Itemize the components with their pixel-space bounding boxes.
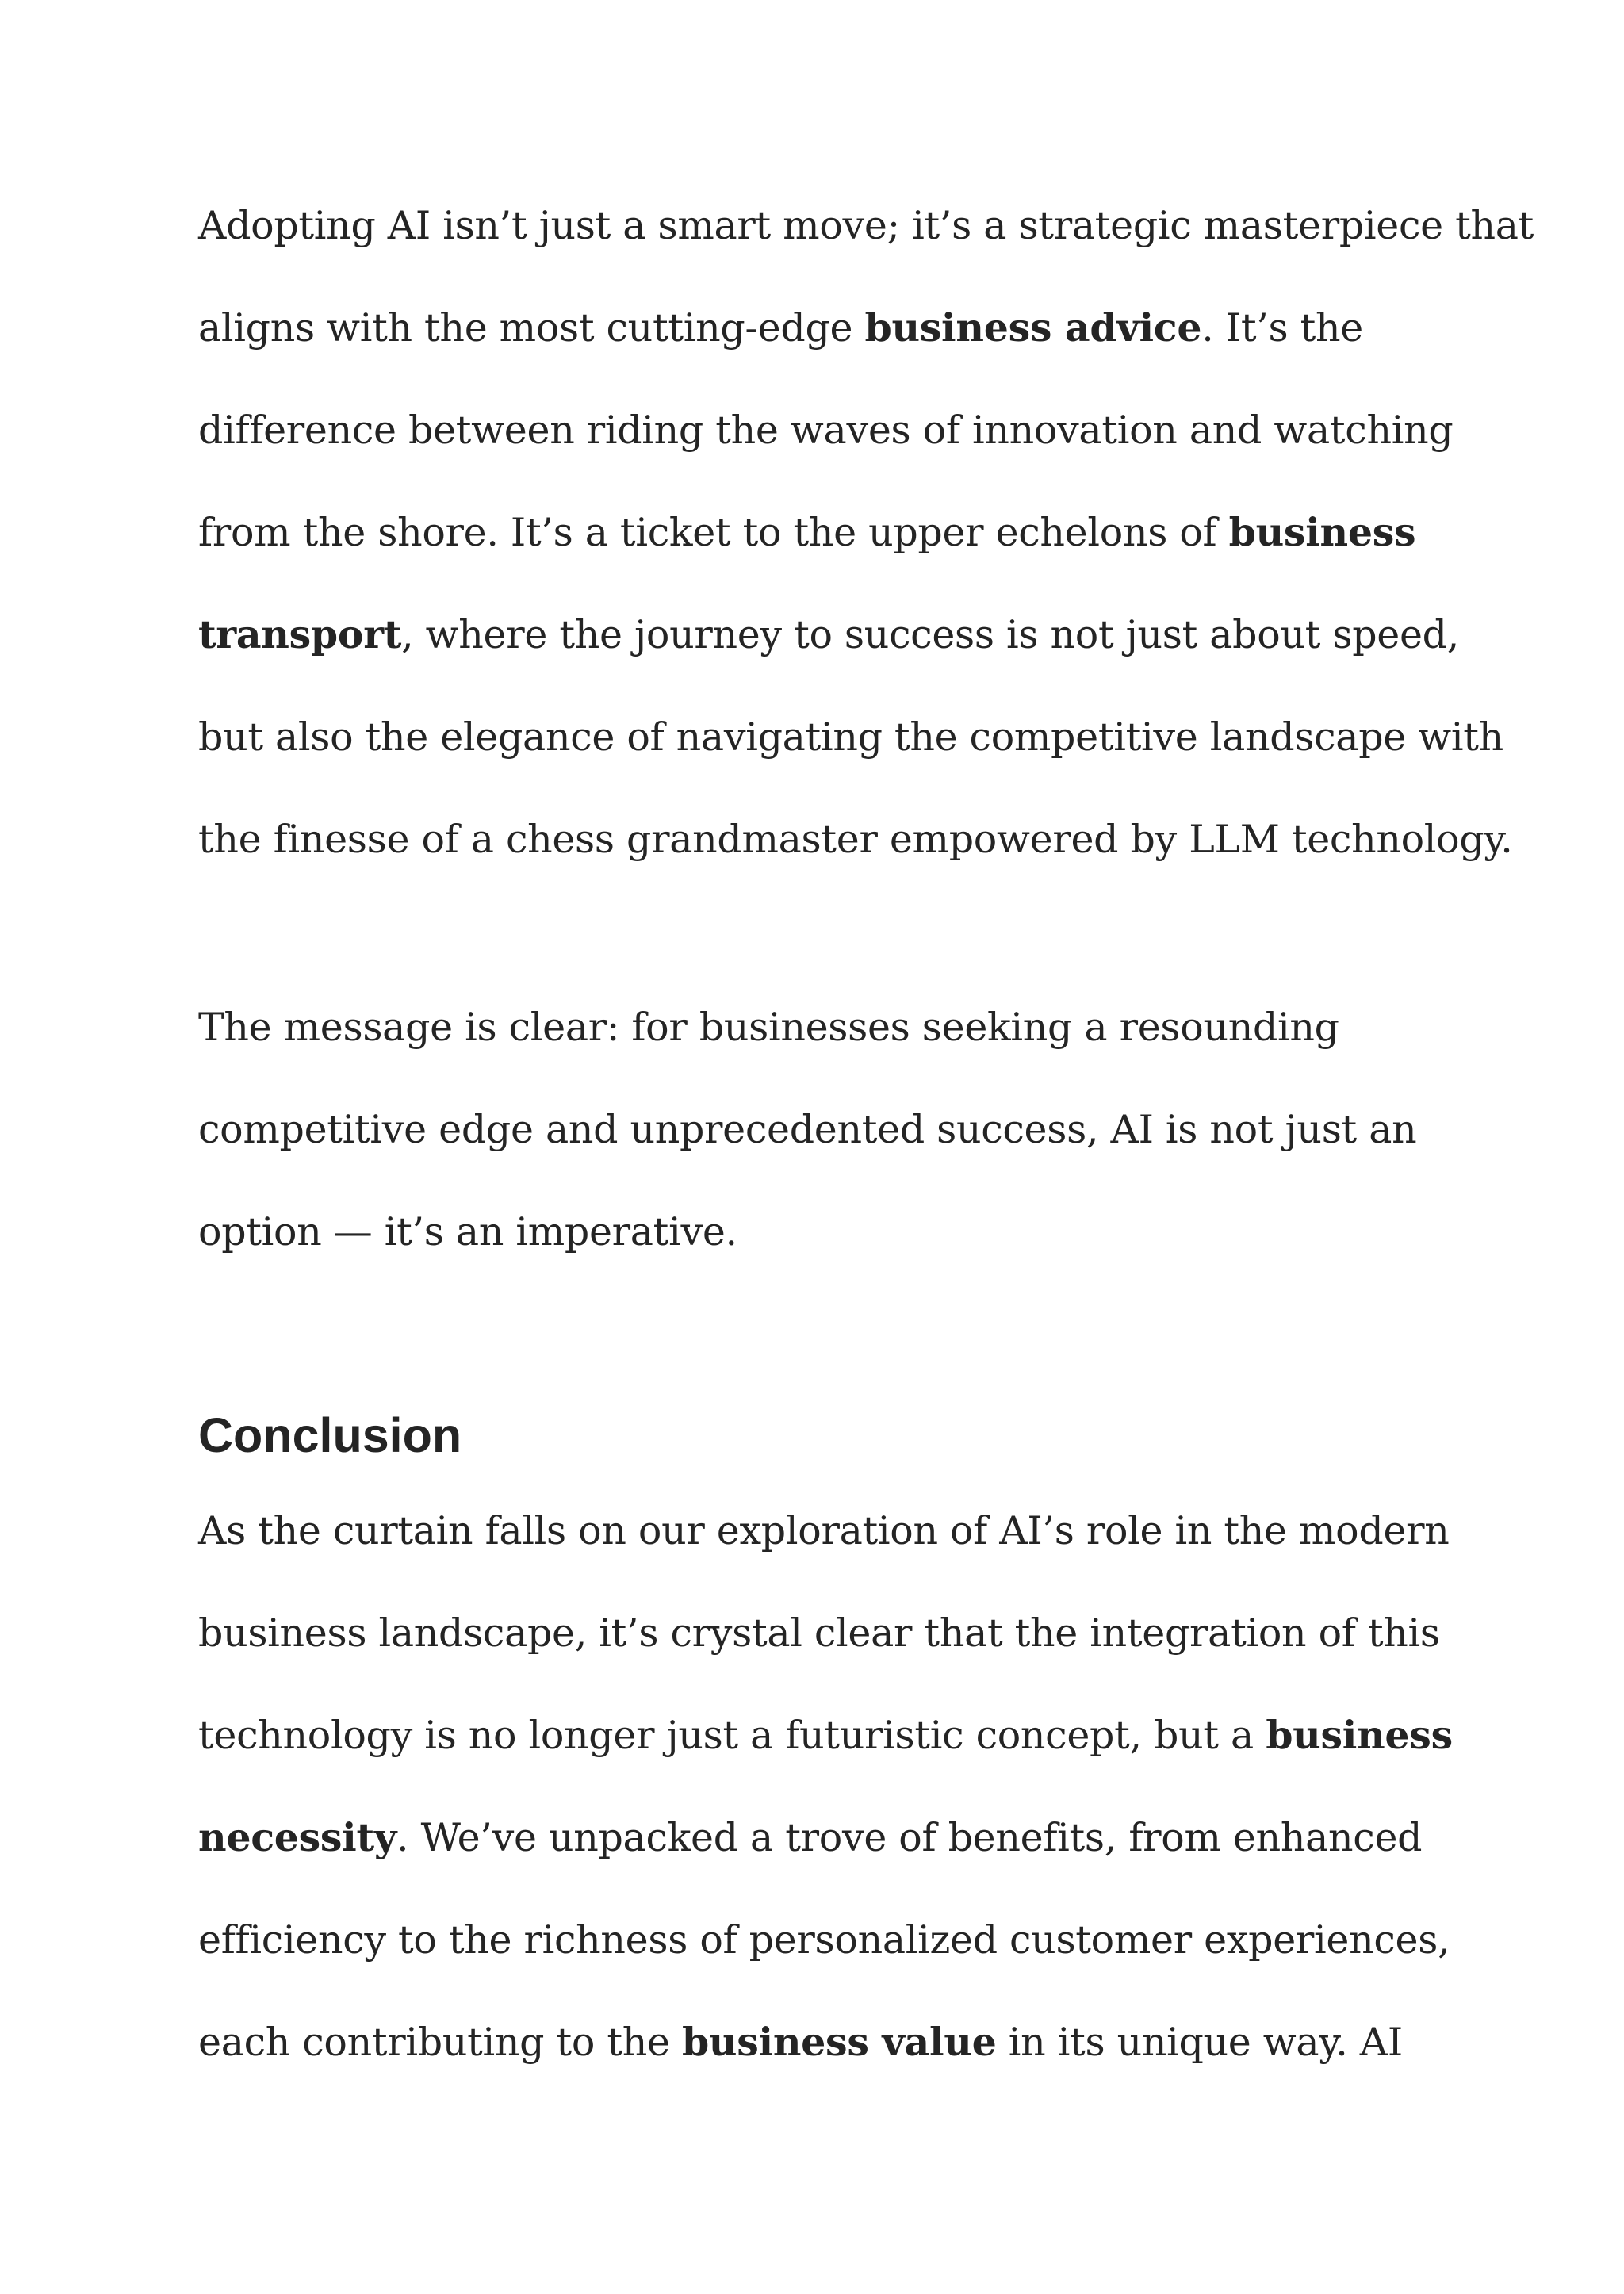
text-segment: each contributing to the: [198, 2020, 682, 2065]
text-line: [198, 481, 1483, 584]
text-line: [198, 1181, 1483, 1283]
bold-keyword-business-advice: business advice: [864, 304, 1202, 350]
text-line: [198, 1582, 1483, 1684]
text-segment: competitive edge and unprecedented success, AI is not just an: [198, 1107, 1417, 1152]
text-segment: aligns with the most cutting-edge: [198, 305, 865, 350]
text-segment: business landscape, it’s crystal clear that the integration of this: [198, 1610, 1440, 1656]
text-segment: efficiency to the richness of personalized customer experiences,: [198, 1917, 1450, 1963]
text-line: [198, 1480, 1483, 1582]
paragraph-message: [198, 976, 1483, 1283]
text-segment: , where the journey to success is not just about speed,: [401, 612, 1460, 657]
bold-keyword-business-value: business value: [681, 2019, 997, 2065]
paragraph-conclusion: [198, 1480, 1483, 2093]
section-heading-conclusion: Conclusion: [198, 1408, 462, 1462]
text-line: [198, 277, 1483, 379]
text-line: [198, 174, 1534, 277]
text-segment: As the curtain falls on our exploration of AI’s role in the modern: [198, 1508, 1450, 1553]
text-segment: Adopting AI isn’t just a smart move; it’s a strategic masterpiece that: [198, 203, 1534, 248]
text-segment: from the shore. It’s a ticket to the upper echelons of: [198, 510, 1229, 555]
text-line: [198, 584, 1483, 686]
text-line: [198, 1991, 1483, 2093]
bold-keyword-transport: transport: [198, 611, 402, 657]
text-line: [198, 379, 1483, 481]
text-line: [198, 1889, 1483, 1991]
article-body: [198, 174, 1534, 2093]
text-segment: but also the elegance of navigating the competitive landscape with: [198, 714, 1503, 760]
bold-keyword-business: business: [1228, 509, 1416, 555]
paragraph-ai-adoption: [198, 174, 1534, 890]
text-line: [198, 976, 1483, 1078]
bold-keyword-business: business: [1266, 1712, 1453, 1758]
text-segment: option — it’s an imperative.: [198, 1209, 737, 1254]
text-line: [198, 788, 1513, 890]
text-segment: technology is no longer just a futuristic concept, but a: [198, 1713, 1266, 1758]
text-line: [198, 686, 1503, 788]
text-line: [198, 1787, 1483, 1889]
text-segment: difference between riding the waves of innovation and watching: [198, 408, 1454, 453]
text-segment: in its unique way. AI: [996, 2020, 1403, 2065]
text-segment: The message is clear: for businesses seeking a resounding: [198, 1005, 1339, 1050]
text-segment: . We’ve unpacked a trove of benefits, from enhanced: [396, 1815, 1423, 1860]
bold-keyword-necessity: necessity: [198, 1814, 397, 1860]
text-line: [198, 1684, 1483, 1787]
text-segment: the finesse of a chess grandmaster empowered by LLM technology.: [198, 817, 1513, 862]
text-segment: . It’s the: [1201, 305, 1363, 350]
text-line: [198, 1078, 1483, 1181]
